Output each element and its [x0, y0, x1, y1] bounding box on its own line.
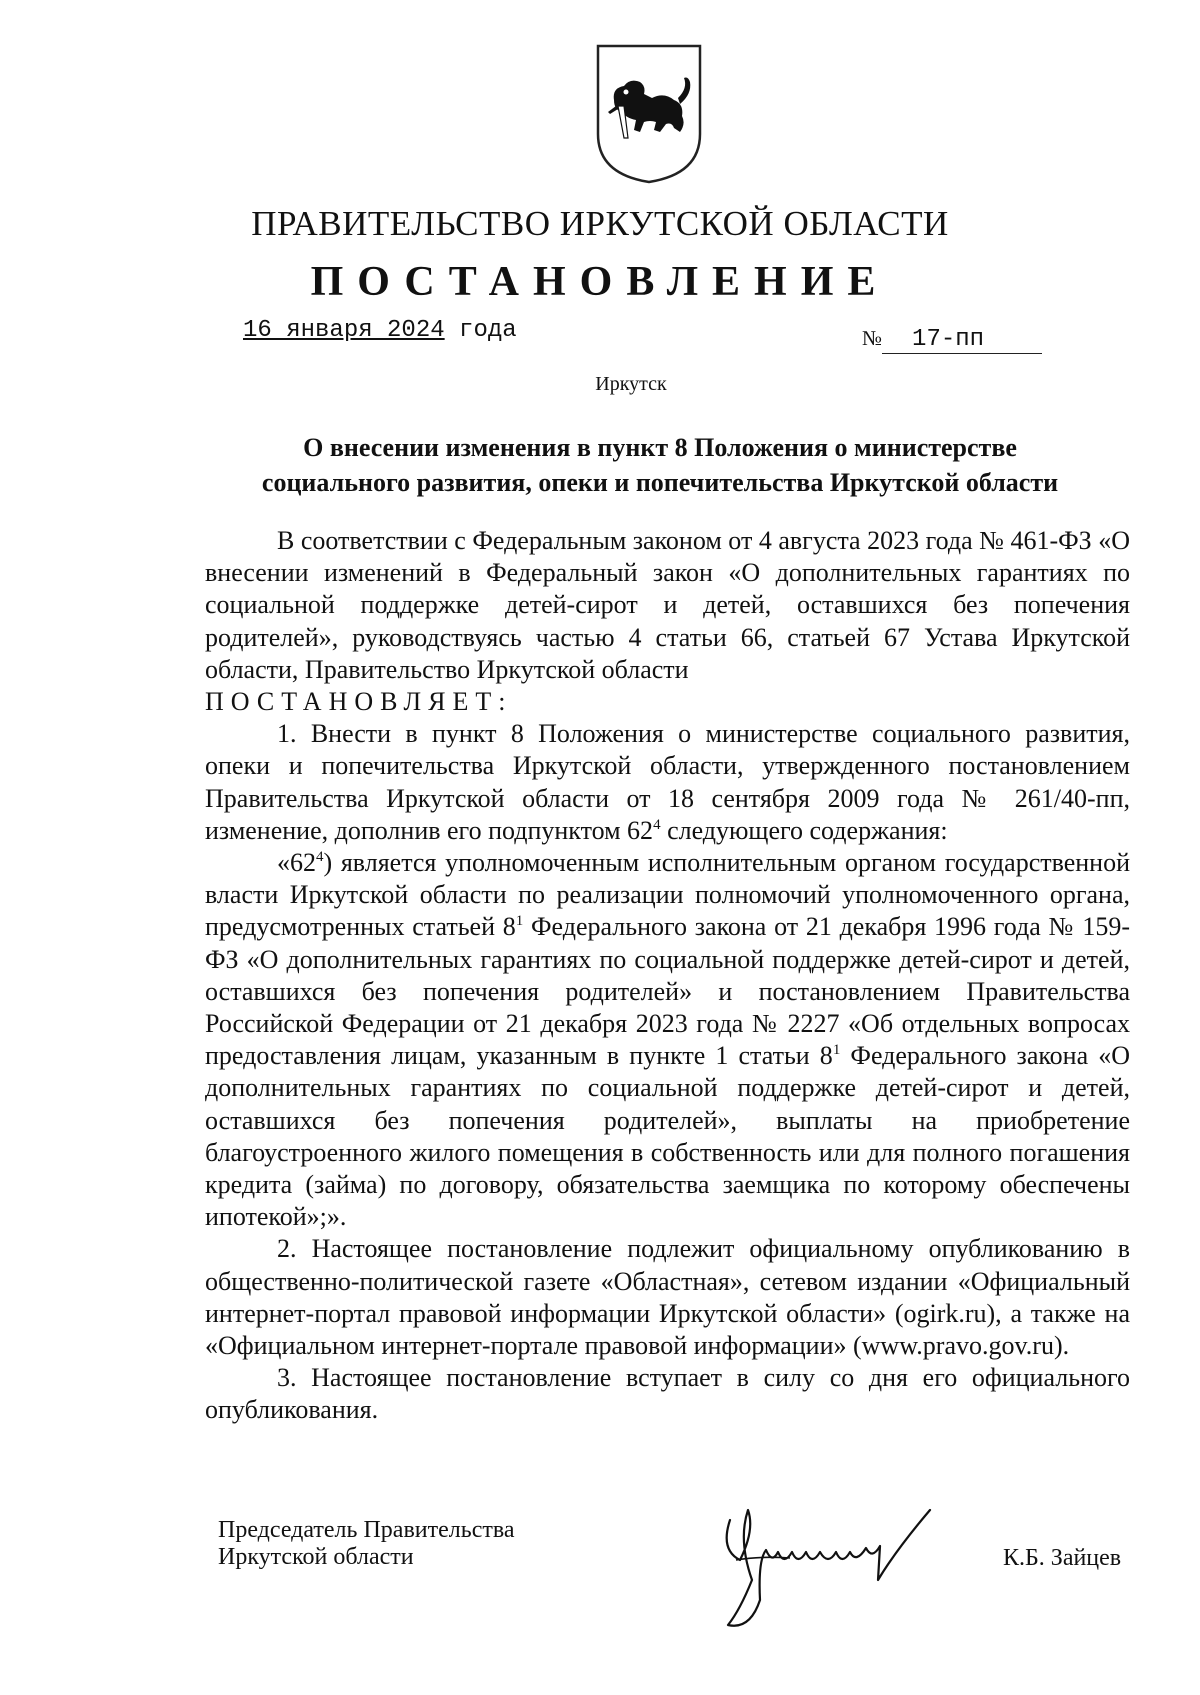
- item-2-paragraph: 2. Настоящее постановление подлежит официальному опубликованию в общественно-политической газете «Областная», сетевом издании «Официальный интернет-портал правовой информации Иркутской области» (ogirk.ru), а также на «Официальном интернет-портале правовой информации» (www.pravo.gov.ru).: [205, 1234, 1130, 1361]
- document-number: [862, 326, 1042, 354]
- date-value: 16 января 2024: [243, 317, 445, 344]
- signatory-name: К.Б. Зайцев: [1003, 1545, 1122, 1571]
- document-title: [200, 430, 1120, 500]
- role-line-2: Иркутской области: [218, 1544, 414, 1570]
- organization-name: ПРАВИТЕЛЬСТВО ИРКУТСКОЙ ОБЛАСТИ: [251, 204, 949, 243]
- resolves-heading: ПОСТАНОВЛЯЕТ:: [205, 687, 513, 717]
- city: Иркутск: [595, 373, 667, 395]
- signatory-role: [218, 1517, 515, 1571]
- document-date: [243, 317, 517, 344]
- date-suffix: года: [459, 317, 517, 344]
- title-line-2: социального развития, опеки и попечительства Иркутской области: [261, 468, 1059, 497]
- quoted-amendment-paragraph: «$62^4$) является уполномоченным исполнительным органом государственной власти Иркутской области по реализации полномочий уполномоченного органа, предусмотренных статьей $8^1$ Федерального закона от 21 декабря 1996 года № 159-ФЗ «О дополнительных гарантиях по социальной поддержке детей-сирот и детей, оставшихся без попечения родителей» и постановлением Правительства Российской Федерации от 21 декабря 2023 года № 2227 «Об отдельных вопросах предоставления лицам, указанным в пункте 1 статьи $8^1$ Федерального закона «О дополнительных гарантиях по социальной поддержке детей-сирот и детей, оставшихся без попечения родителей», выплаты на приобретение благоустроенного жилого помещения в собственность или для полного погашения кредита (займа) по договору, обязательства заемщика по которому обеспечены ипотекой»;».: [205, 848, 1130, 1232]
- item-1-paragraph: 1. Внести в пункт 8 Положения о министерстве социального развития, опеки и попечительства Иркутской области, утвержденного постановлением Правительства Иркутской области от 18 сентября 2009 года № 261/40-пп, изменение, дополнив его подпунктом $62^4$ следующего содержания:: [205, 719, 1130, 845]
- role-line-1: Председатель Правительства: [218, 1517, 515, 1543]
- item-3-paragraph: 3. Настоящее постановление вступает в силу со дня его официального опубликования.: [205, 1363, 1130, 1425]
- handwritten-signature: [700, 1490, 960, 1640]
- document-body: [205, 525, 1130, 1427]
- document-type: ПОСТАНОВЛЕНИЕ: [310, 259, 890, 305]
- number-value: 17-пп: [882, 326, 1042, 354]
- preamble-paragraph: В соответствии с Федеральным законом от 4 августа 2023 года № 461-ФЗ «О внесении изменений в Федеральный закон «О дополнительных гарантиях по социальной поддержке детей-сирот и детей, оставшихся без попечения родителей», руководствуясь частью 4 статьи 66, статьей 67 Устава Иркутской области, Правительство Иркутской области: [205, 526, 1130, 684]
- coat-of-arms-emblem: [594, 42, 704, 186]
- number-sign: №: [862, 326, 883, 350]
- title-line-1: О внесении изменения в пункт 8 Положения о министерстве: [303, 433, 1017, 462]
